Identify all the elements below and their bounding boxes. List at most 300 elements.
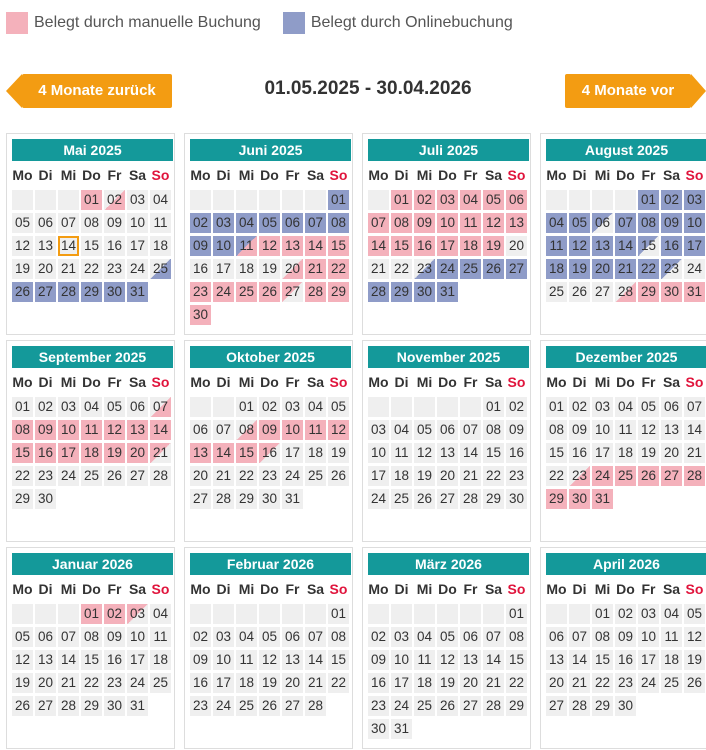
day-cell[interactable]: 08 — [391, 213, 412, 233]
day-cell[interactable]: 06 — [506, 190, 527, 210]
day-cell[interactable]: 09 — [661, 213, 682, 233]
day-cell[interactable]: 28 — [150, 466, 171, 486]
day-cell[interactable]: 04 — [150, 190, 171, 210]
day-cell[interactable]: 25 — [546, 282, 567, 302]
day-cell[interactable]: 15 — [328, 236, 349, 256]
day-cell[interactable]: 27 — [437, 489, 458, 509]
day-cell[interactable]: 03 — [213, 213, 234, 233]
day-cell[interactable]: 01 — [638, 190, 659, 210]
day-cell[interactable]: 27 — [127, 466, 148, 486]
day-cell[interactable]: 29 — [81, 282, 102, 302]
day-cell[interactable]: 18 — [414, 673, 435, 693]
day-cell[interactable]: 06 — [190, 420, 211, 440]
day-cell[interactable]: 29 — [592, 696, 613, 716]
day-cell[interactable]: 26 — [104, 466, 125, 486]
day-cell[interactable]: 10 — [437, 213, 458, 233]
day-cell[interactable]: 13 — [661, 420, 682, 440]
day-cell[interactable]: 14 — [460, 443, 481, 463]
day-cell[interactable]: 11 — [546, 236, 567, 256]
day-cell[interactable]: 03 — [684, 190, 705, 210]
day-cell[interactable]: 31 — [391, 719, 412, 739]
day-cell[interactable]: 24 — [391, 696, 412, 716]
day-cell[interactable]: 24 — [282, 466, 303, 486]
day-cell[interactable]: 22 — [546, 466, 567, 486]
day-cell[interactable]: 21 — [460, 466, 481, 486]
day-cell[interactable]: 30 — [104, 282, 125, 302]
day-cell[interactable]: 14 — [150, 420, 171, 440]
day-cell[interactable]: 23 — [259, 466, 280, 486]
day-cell[interactable]: 10 — [127, 213, 148, 233]
day-cell[interactable]: 24 — [437, 259, 458, 279]
day-cell[interactable]: 07 — [615, 213, 636, 233]
day-cell[interactable]: 28 — [305, 696, 326, 716]
day-cell[interactable]: 31 — [127, 696, 148, 716]
day-cell[interactable]: 08 — [483, 420, 504, 440]
day-cell[interactable]: 02 — [35, 397, 56, 417]
day-cell[interactable]: 11 — [305, 420, 326, 440]
day-cell[interactable]: 23 — [190, 696, 211, 716]
day-cell[interactable]: 05 — [569, 213, 590, 233]
day-cell[interactable]: 27 — [190, 489, 211, 509]
day-cell[interactable]: 13 — [35, 236, 56, 256]
day-cell[interactable]: 24 — [58, 466, 79, 486]
day-cell[interactable]: 12 — [259, 650, 280, 670]
day-cell[interactable]: 28 — [368, 282, 389, 302]
day-cell[interactable]: 29 — [236, 489, 257, 509]
day-cell[interactable]: 31 — [437, 282, 458, 302]
day-cell[interactable]: 20 — [460, 673, 481, 693]
day-cell[interactable]: 16 — [259, 443, 280, 463]
day-cell[interactable]: 30 — [661, 282, 682, 302]
day-cell[interactable]: 05 — [12, 627, 33, 647]
day-cell[interactable]: 21 — [58, 673, 79, 693]
day-cell[interactable]: 03 — [127, 604, 148, 624]
day-cell[interactable]: 25 — [615, 466, 636, 486]
day-cell[interactable]: 27 — [282, 282, 303, 302]
day-cell[interactable]: 05 — [638, 397, 659, 417]
day-cell[interactable]: 20 — [35, 673, 56, 693]
day-cell[interactable]: 18 — [305, 443, 326, 463]
day-cell[interactable]: 26 — [12, 696, 33, 716]
day-cell[interactable]: 06 — [35, 213, 56, 233]
day-cell[interactable]: 23 — [661, 259, 682, 279]
day-cell[interactable]: 20 — [546, 673, 567, 693]
day-cell[interactable]: 02 — [569, 397, 590, 417]
day-cell[interactable]: 17 — [684, 236, 705, 256]
day-cell[interactable]: 25 — [150, 259, 171, 279]
day-cell[interactable]: 26 — [259, 282, 280, 302]
day-cell[interactable]: 11 — [236, 650, 257, 670]
day-cell[interactable]: 24 — [592, 466, 613, 486]
day-cell[interactable]: 19 — [12, 259, 33, 279]
day-cell[interactable]: 02 — [104, 604, 125, 624]
day-cell[interactable]: 03 — [391, 627, 412, 647]
day-cell[interactable]: 22 — [81, 259, 102, 279]
day-cell[interactable]: 24 — [368, 489, 389, 509]
day-cell[interactable]: 16 — [35, 443, 56, 463]
day-cell[interactable]: 02 — [414, 190, 435, 210]
day-cell[interactable]: 24 — [213, 282, 234, 302]
day-cell[interactable]: 10 — [391, 650, 412, 670]
day-cell[interactable]: 27 — [661, 466, 682, 486]
day-cell[interactable]: 15 — [12, 443, 33, 463]
day-cell[interactable]: 25 — [661, 673, 682, 693]
day-cell[interactable]: 22 — [328, 673, 349, 693]
day-cell[interactable]: 28 — [615, 282, 636, 302]
day-cell[interactable]: 30 — [104, 696, 125, 716]
day-cell[interactable]: 12 — [12, 650, 33, 670]
day-cell[interactable]: 03 — [368, 420, 389, 440]
day-cell[interactable]: 30 — [259, 489, 280, 509]
day-cell[interactable]: 23 — [35, 466, 56, 486]
day-cell[interactable]: 30 — [368, 719, 389, 739]
day-cell[interactable]: 08 — [546, 420, 567, 440]
day-cell[interactable]: 21 — [58, 259, 79, 279]
day-cell[interactable]: 08 — [638, 213, 659, 233]
day-cell[interactable]: 05 — [483, 190, 504, 210]
day-cell[interactable]: 01 — [81, 604, 102, 624]
day-cell[interactable]: 03 — [58, 397, 79, 417]
day-cell[interactable]: 08 — [328, 213, 349, 233]
day-cell[interactable]: 19 — [414, 466, 435, 486]
day-cell[interactable]: 12 — [483, 213, 504, 233]
day-cell[interactable]: 04 — [81, 397, 102, 417]
day-cell[interactable]: 24 — [684, 259, 705, 279]
day-cell[interactable]: 22 — [391, 259, 412, 279]
day-cell[interactable]: 26 — [259, 696, 280, 716]
day-cell[interactable]: 30 — [569, 489, 590, 509]
day-cell[interactable]: 12 — [12, 236, 33, 256]
day-cell[interactable]: 30 — [190, 305, 211, 325]
day-cell[interactable]: 01 — [506, 604, 527, 624]
day-cell[interactable]: 02 — [661, 190, 682, 210]
day-cell[interactable]: 27 — [35, 696, 56, 716]
day-cell[interactable]: 03 — [437, 190, 458, 210]
day-cell[interactable]: 25 — [305, 466, 326, 486]
day-cell[interactable]: 13 — [460, 650, 481, 670]
day-cell[interactable]: 10 — [592, 420, 613, 440]
day-cell[interactable]: 06 — [282, 213, 303, 233]
day-cell[interactable]: 04 — [460, 190, 481, 210]
day-cell[interactable]: 13 — [190, 443, 211, 463]
day-cell[interactable]: 22 — [483, 466, 504, 486]
day-cell[interactable]: 26 — [638, 466, 659, 486]
day-cell[interactable]: 31 — [282, 489, 303, 509]
day-cell[interactable]: 22 — [81, 673, 102, 693]
day-cell[interactable]: 16 — [661, 236, 682, 256]
day-cell[interactable]: 11 — [236, 236, 257, 256]
day-cell[interactable]: 26 — [414, 489, 435, 509]
day-cell[interactable]: 08 — [328, 627, 349, 647]
day-cell[interactable]: 11 — [81, 420, 102, 440]
day-cell[interactable]: 29 — [638, 282, 659, 302]
day-cell[interactable]: 01 — [12, 397, 33, 417]
day-cell[interactable]: 28 — [483, 696, 504, 716]
day-cell[interactable]: 22 — [328, 259, 349, 279]
day-cell[interactable]: 07 — [684, 397, 705, 417]
day-cell[interactable]: 10 — [213, 236, 234, 256]
day-cell[interactable]: 03 — [638, 604, 659, 624]
day-cell[interactable]: 04 — [236, 213, 257, 233]
day-cell[interactable]: 15 — [506, 650, 527, 670]
day-cell[interactable]: 20 — [190, 466, 211, 486]
day-cell[interactable]: 08 — [81, 627, 102, 647]
day-cell[interactable]: 05 — [259, 213, 280, 233]
day-cell[interactable]: 22 — [236, 466, 257, 486]
day-cell[interactable]: 14 — [213, 443, 234, 463]
day-cell[interactable]: 17 — [437, 236, 458, 256]
day-cell[interactable]: 24 — [127, 259, 148, 279]
day-cell[interactable]: 22 — [506, 673, 527, 693]
day-cell[interactable]: 11 — [615, 420, 636, 440]
day-cell[interactable]: 27 — [506, 259, 527, 279]
day-cell[interactable]: 17 — [592, 443, 613, 463]
day-cell[interactable]: 30 — [615, 696, 636, 716]
day-cell[interactable]: 08 — [236, 420, 257, 440]
day-cell[interactable]: 11 — [150, 213, 171, 233]
day-cell[interactable]: 06 — [35, 627, 56, 647]
day-cell[interactable]: 26 — [483, 259, 504, 279]
day-cell[interactable]: 29 — [81, 696, 102, 716]
day-cell[interactable]: 18 — [460, 236, 481, 256]
day-cell[interactable]: 23 — [368, 696, 389, 716]
day-cell[interactable]: 17 — [58, 443, 79, 463]
day-cell[interactable]: 25 — [236, 696, 257, 716]
day-cell[interactable]: 31 — [684, 282, 705, 302]
day-cell[interactable]: 15 — [81, 650, 102, 670]
day-cell[interactable]: 06 — [460, 627, 481, 647]
day-cell[interactable]: 13 — [35, 650, 56, 670]
day-cell[interactable]: 09 — [35, 420, 56, 440]
day-cell[interactable]: 03 — [592, 397, 613, 417]
day-cell[interactable]: 21 — [305, 673, 326, 693]
day-cell[interactable]: 21 — [150, 443, 171, 463]
day-cell[interactable]: 18 — [81, 443, 102, 463]
day-cell[interactable]: 14 — [58, 650, 79, 670]
day-cell[interactable]: 30 — [414, 282, 435, 302]
day-cell[interactable]: 22 — [12, 466, 33, 486]
day-cell[interactable]: 16 — [190, 673, 211, 693]
day-cell[interactable]: 20 — [35, 259, 56, 279]
day-cell[interactable]: 07 — [150, 397, 171, 417]
day-cell[interactable]: 07 — [368, 213, 389, 233]
day-cell[interactable]: 27 — [546, 696, 567, 716]
day-cell[interactable]: 29 — [12, 489, 33, 509]
day-cell[interactable]: 06 — [282, 627, 303, 647]
day-cell[interactable]: 12 — [414, 443, 435, 463]
day-cell[interactable]: 15 — [546, 443, 567, 463]
day-cell[interactable]: 14 — [615, 236, 636, 256]
day-cell[interactable]: 03 — [282, 397, 303, 417]
day-cell[interactable]: 04 — [391, 420, 412, 440]
day-cell[interactable]: 15 — [81, 236, 102, 256]
day-cell[interactable]: 17 — [127, 236, 148, 256]
day-cell[interactable]: 09 — [190, 236, 211, 256]
day-cell[interactable]: 16 — [569, 443, 590, 463]
day-cell[interactable]: 18 — [615, 443, 636, 463]
day-cell[interactable]: 28 — [460, 489, 481, 509]
day-cell[interactable]: 21 — [368, 259, 389, 279]
day-cell[interactable]: 13 — [282, 236, 303, 256]
day-cell[interactable]: 21 — [569, 673, 590, 693]
day-cell[interactable]: 20 — [282, 673, 303, 693]
day-cell[interactable]: 05 — [104, 397, 125, 417]
day-cell[interactable]: 24 — [638, 673, 659, 693]
day-cell[interactable]: 20 — [592, 259, 613, 279]
day-cell[interactable]: 17 — [127, 650, 148, 670]
back-button[interactable]: 4 Monate zurück — [22, 74, 172, 108]
day-cell[interactable]: 10 — [684, 213, 705, 233]
day-cell[interactable]: 27 — [35, 282, 56, 302]
day-cell[interactable]: 18 — [236, 259, 257, 279]
day-cell[interactable]: 07 — [483, 627, 504, 647]
day-cell[interactable]: 16 — [368, 673, 389, 693]
day-cell[interactable]: 04 — [661, 604, 682, 624]
day-cell[interactable]: 26 — [569, 282, 590, 302]
day-cell[interactable]: 15 — [236, 443, 257, 463]
day-cell[interactable]: 26 — [684, 673, 705, 693]
day-cell[interactable]: 10 — [368, 443, 389, 463]
day-cell[interactable]: 23 — [414, 259, 435, 279]
day-cell[interactable]: 02 — [259, 397, 280, 417]
day-cell[interactable]: 29 — [328, 282, 349, 302]
day-cell[interactable]: 29 — [391, 282, 412, 302]
day-cell[interactable]: 01 — [328, 190, 349, 210]
day-cell[interactable]: 07 — [58, 213, 79, 233]
day-cell[interactable]: 21 — [213, 466, 234, 486]
day-cell[interactable]: 29 — [546, 489, 567, 509]
day-cell[interactable]: 15 — [391, 236, 412, 256]
day-cell[interactable]: 06 — [437, 420, 458, 440]
day-cell[interactable]: 19 — [259, 259, 280, 279]
day-cell[interactable]: 21 — [684, 443, 705, 463]
day-cell[interactable]: 16 — [414, 236, 435, 256]
day-cell[interactable]: 14 — [305, 236, 326, 256]
day-cell[interactable]: 11 — [661, 627, 682, 647]
day-cell[interactable]: 01 — [483, 397, 504, 417]
day-cell[interactable]: 07 — [305, 213, 326, 233]
day-cell[interactable]: 15 — [638, 236, 659, 256]
day-cell[interactable]: 29 — [506, 696, 527, 716]
day-cell[interactable]: 12 — [569, 236, 590, 256]
day-cell[interactable]: 12 — [328, 420, 349, 440]
day-cell[interactable]: 03 — [127, 190, 148, 210]
day-cell[interactable]: 25 — [460, 259, 481, 279]
day-cell[interactable]: 30 — [506, 489, 527, 509]
day-cell[interactable]: 20 — [506, 236, 527, 256]
day-cell[interactable]: 23 — [104, 673, 125, 693]
day-cell[interactable]: 02 — [190, 627, 211, 647]
day-cell[interactable]: 11 — [460, 213, 481, 233]
day-cell[interactable]: 23 — [569, 466, 590, 486]
day-cell[interactable]: 04 — [236, 627, 257, 647]
day-cell[interactable]: 10 — [127, 627, 148, 647]
day-cell[interactable]: 02 — [506, 397, 527, 417]
day-cell[interactable]: 28 — [58, 282, 79, 302]
day-cell[interactable]: 25 — [81, 466, 102, 486]
day-cell[interactable]: 31 — [127, 282, 148, 302]
day-cell[interactable]: 04 — [150, 604, 171, 624]
day-cell[interactable]: 17 — [213, 673, 234, 693]
day-cell[interactable]: 21 — [615, 259, 636, 279]
day-cell[interactable]: 15 — [592, 650, 613, 670]
day-cell[interactable]: 21 — [305, 259, 326, 279]
day-cell[interactable]: 19 — [104, 443, 125, 463]
day-cell[interactable]: 19 — [328, 443, 349, 463]
day-cell[interactable]: 08 — [506, 627, 527, 647]
day-cell[interactable]: 09 — [414, 213, 435, 233]
day-cell[interactable]: 18 — [236, 673, 257, 693]
day-cell[interactable]: 08 — [592, 627, 613, 647]
day-cell[interactable]: 11 — [391, 443, 412, 463]
day-cell[interactable]: 26 — [437, 696, 458, 716]
day-cell[interactable]: 26 — [12, 282, 33, 302]
day-cell[interactable]: 13 — [127, 420, 148, 440]
day-cell[interactable]: 10 — [58, 420, 79, 440]
day-cell[interactable]: 19 — [12, 673, 33, 693]
day-cell[interactable]: 27 — [282, 696, 303, 716]
day-cell[interactable]: 05 — [12, 213, 33, 233]
day-cell[interactable]: 13 — [592, 236, 613, 256]
day-cell[interactable]: 29 — [483, 489, 504, 509]
day-cell[interactable]: 04 — [615, 397, 636, 417]
day-cell[interactable]: 23 — [506, 466, 527, 486]
day-cell[interactable]: 14 — [569, 650, 590, 670]
day-cell[interactable]: 01 — [81, 190, 102, 210]
day-cell[interactable]: 01 — [391, 190, 412, 210]
day-cell[interactable]: 17 — [391, 673, 412, 693]
day-cell[interactable]: 06 — [592, 213, 613, 233]
day-cell[interactable]: 05 — [414, 420, 435, 440]
day-cell[interactable]: 08 — [81, 213, 102, 233]
day-cell[interactable]: 21 — [483, 673, 504, 693]
day-cell[interactable]: 01 — [328, 604, 349, 624]
day-cell[interactable]: 07 — [305, 627, 326, 647]
day-cell[interactable]: 25 — [150, 673, 171, 693]
day-cell[interactable]: 19 — [437, 673, 458, 693]
day-cell[interactable]: 02 — [615, 604, 636, 624]
day-cell[interactable]: 16 — [104, 236, 125, 256]
day-cell[interactable]: 18 — [150, 650, 171, 670]
day-cell[interactable]: 16 — [506, 443, 527, 463]
day-cell[interactable]: 24 — [127, 673, 148, 693]
day-cell[interactable]: 16 — [190, 259, 211, 279]
day-cell[interactable]: 09 — [104, 627, 125, 647]
day-cell[interactable]: 02 — [104, 190, 125, 210]
day-cell[interactable]: 09 — [104, 213, 125, 233]
day-cell[interactable]: 12 — [259, 236, 280, 256]
day-cell[interactable]: 19 — [259, 673, 280, 693]
day-cell[interactable]: 02 — [190, 213, 211, 233]
day-cell[interactable]: 09 — [615, 627, 636, 647]
day-cell[interactable]: 28 — [569, 696, 590, 716]
day-cell[interactable]: 20 — [282, 259, 303, 279]
day-cell[interactable]: 12 — [638, 420, 659, 440]
day-cell[interactable]: 13 — [437, 443, 458, 463]
day-cell[interactable]: 04 — [546, 213, 567, 233]
day-cell[interactable]: 14 — [58, 236, 79, 256]
day-cell[interactable]: 05 — [328, 397, 349, 417]
day-cell[interactable]: 23 — [190, 282, 211, 302]
day-cell[interactable]: 09 — [259, 420, 280, 440]
day-cell[interactable]: 06 — [127, 397, 148, 417]
day-cell[interactable]: 25 — [391, 489, 412, 509]
day-cell[interactable]: 09 — [368, 650, 389, 670]
day-cell[interactable]: 12 — [684, 627, 705, 647]
day-cell[interactable]: 15 — [328, 650, 349, 670]
day-cell[interactable]: 25 — [414, 696, 435, 716]
day-cell[interactable]: 08 — [12, 420, 33, 440]
